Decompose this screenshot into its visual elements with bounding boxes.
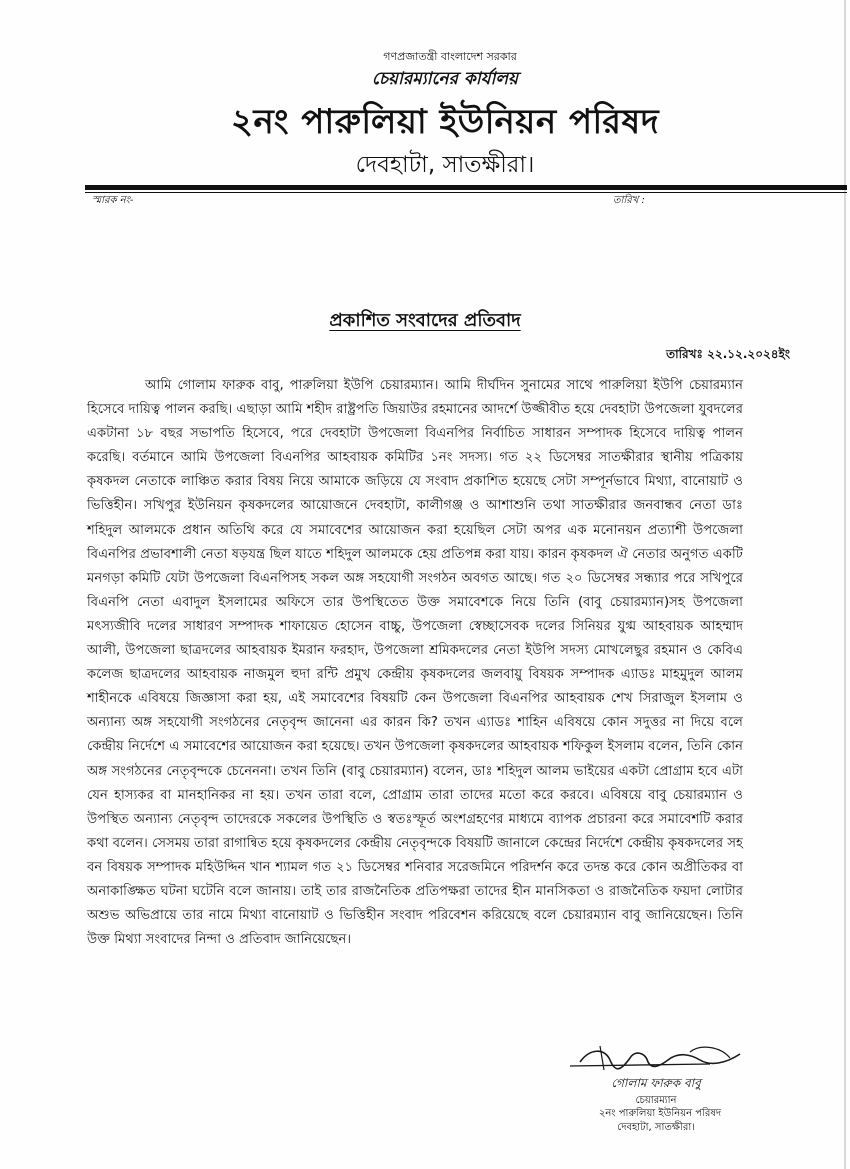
office-line: চেয়ারম্যানের কার্যালয় [371,69,519,89]
location-line: দেবহাটা, সাতক্ষীরা। [355,152,535,178]
letterhead-rule [85,185,847,190]
memo-number-label: স্মারক নং- [92,195,134,206]
body-paragraph: আমি গোলাম ফারুক বাবু, পারুলিয়া ইউপি চেয়ারম্যান। আমি দীর্ঘদিন সুনামের সাথে পারুলিয়া ইউপি চেয়ারম্যান হিসেবে দায়িত্ব পালন করছি। এছাড়া আমি শহীদ রাষ্ট্রপতি জিয়াউর রহমানের আদর্শে উজ্জীবীত হয়ে দেবহাটা উপজেলা যুবদলের একটানা ১৮ বছর সভাপতি হিসেবে, পরে দেবহাটা উপজেলা বিএনপির নির্বাচিত সাধারন সম্পাদক হিসেবে দায়িত্ব পালন করেছি। বর্তমানে আমি উপজেলা বিএনপির আহবায়ক কমিটির ১নং সদস্য। গত ২২ ডিসেম্বর সাতক্ষীরার স্থানীয় পত্রিকায় কৃষকদল নেতাকে লাঞ্চিত করার বিষয় নিয়ে আমাকে জড়িয়ে যে সংবাদ প্রকাশিত হয়েছে সেটা সম্পূর্নভাবে মিথ্যা, বানোয়াট ও ভিত্তিহীন। সখিপুর ইউনিয়ন কৃষকদলের আয়োজনে দেবহাটা, কালীগঞ্জ ও আশাশুনি তথা সাতক্ষীরার জনবান্ধব নেতা ডাঃ শহিদুল আলমকে প্রধান অতিথি করে যে সমাবেশের আয়োজন করা হয়েছিল সেটা অপর এক মনোনয়ন প্রত্যাশী উপজেলা বিএনপির প্রভাবশালী নেতা ষড়যন্ত্র ছিল যাতে শহিদুল আলমকে হেয় প্রতিপন্ন করা যায়। কারন কৃষকদল ঐ নেতার অনুগত একটি মনগড়া কমিটি যেটা উপজেলা বিএনপিসহ সকল অঙ্গ সহযোগী সংগঠন অবগত আছে। গত ২০ ডিসেম্বর সন্ধ্যার পরে সখিপুরে বিএনপি নেতা এবাদুল ইসলামের অফিসে তার উপস্থিতেত উক্ত সমাবেশকে নিয়ে তিনি (বাবু চেয়ারম্যান)সহ উপজেলা মৎস্যজীবি দলের সাধারণ সম্পাদক শাফায়েত হোসেন বাচ্চু, উপজেলা স্বেচ্ছাসেবক দলের সিনিয়র যুগ্ম আহবায়ক আহম্মাদ আলী, উপজেলা ছাত্রদলের আহবায়ক ইমরান ফরহাদ, উপজেলা শ্রমিকদলের নেতা ইউপি সদস্য মোখলেছুর রহমান ও কেবিএ কলেজ ছাত্রদলের আহবায়ক নাজমুল হুদা রন্টি প্রমুখ কেন্দ্রীয় কৃষকদলের জলবায়ু বিষয়ক সম্পাদক এ্যাডঃ মাহমুদুল আলম শাহীনকে এবিষয়ে জিজ্ঞাসা করা হয়, এই সমাবেশের বিষয়টি কেন উপজেলা বিএনপির আহবায়ক শেখ সিরাজুল ইসলাম ও অন্যান্য অঙ্গ সহযোগী সংগঠনের নেতৃবৃন্দ জানেনা এর কারন কি? তখন এ্যাডঃ শাহিন এবিষয়ে কোন সদুত্তর না দিয়ে বলে কেন্দ্রীয় নির্দেশে এ সমাবেশের আয়োজন করা হয়েছে। তখন উপজেলা কৃষকদলের আহবায়ক শফিকুল ইসলাম বলেন, তিনি কোন অঙ্গ সংগঠনের নেতৃবৃন্দকে চেনেননা। তখন তিনি (বাবু চেয়ারম্যান) বলেন, ডাঃ শহিদুল আলম ভাইয়ের একটা প্রোগ্রাম হবে এটা যেন হাস্যকর বা মানহানিকর না হয়। তখন তারা বলে, প্রোগ্রাম তারা তাদের মতো করে করবে। এবিষয়ে বাবু চেয়ারম্যান ও উপস্থিত অন্যান্য নেতৃবৃন্দ তাদেরকে সকলের উপস্থিতি ও স্বতঃস্ফূর্ত অংশগ্রহণের মাধ্যমে ব্যাপক প্রচারনা করে সমাবেশটি করার কথা বলেন। সেসময় তারা রাগান্বিত হয়ে কৃষকদলের কেন্দ্রীয় নেতৃবৃন্দকে বিষয়টি জানালে কেন্দ্রের নির্দেশে কেন্দ্রীয় কৃষকদলের সহ বন বিষয়ক সম্পাদক মহিউদ্দিন খান শ্যামল গত ২১ ডিসেম্বর শনিবার সরেজমিনে পরিদর্শন করে তদন্ত করে কোন অপ্রীতিকর বা অনাকাঙ্ক্ষিত ঘটনা ঘটেনি বলে জানায়। তাই তার রাজনৈতিক প্রতিপক্ষরা তাদের হীন মানসিকতা ও রাজনৈতিক ফয়দা লোটার অশুভ অভিপ্রায়ে তার নামে মিথ্যা বানোয়াট ও ভিত্তিহীন সংবাদ পরিবেশন করিয়েছে বলে চেয়ারম্যান বাবু জানিয়েছেন। তিনি উক্ত মিথ্যা সংবাদের নিন্দা ও প্রতিবাদ জানিয়েছেন। [87,378,743,948]
document-heading: প্রকাশিত সংবাদের প্রতিবাদ [329,310,521,331]
date-field-label: তারিখ : [613,195,645,206]
letterhead-rule-thin [85,192,847,193]
signatory-name: গোলাম ফারুক বাবু [611,1076,701,1090]
signature-mark [560,1040,760,1080]
signature-scribble-icon [560,1040,760,1080]
document-date: তারিখঃ ২২.১২.২০২৪ইং [666,347,790,361]
government-line: গণপ্রজাতন্ত্রী বাংলাদেশ সরকার [383,50,517,63]
signatory-union: ২নং পারুলিয়া ইউনিয়ন পরিষদ [598,1108,722,1119]
signatory-location: দেবহাটা, সাতক্ষীরা। [617,1122,695,1133]
signatory-title: চেয়ারম্যান [635,1095,677,1106]
union-title: ২নং পারুলিয়া ইউনিয়ন পরিষদ [230,102,660,142]
